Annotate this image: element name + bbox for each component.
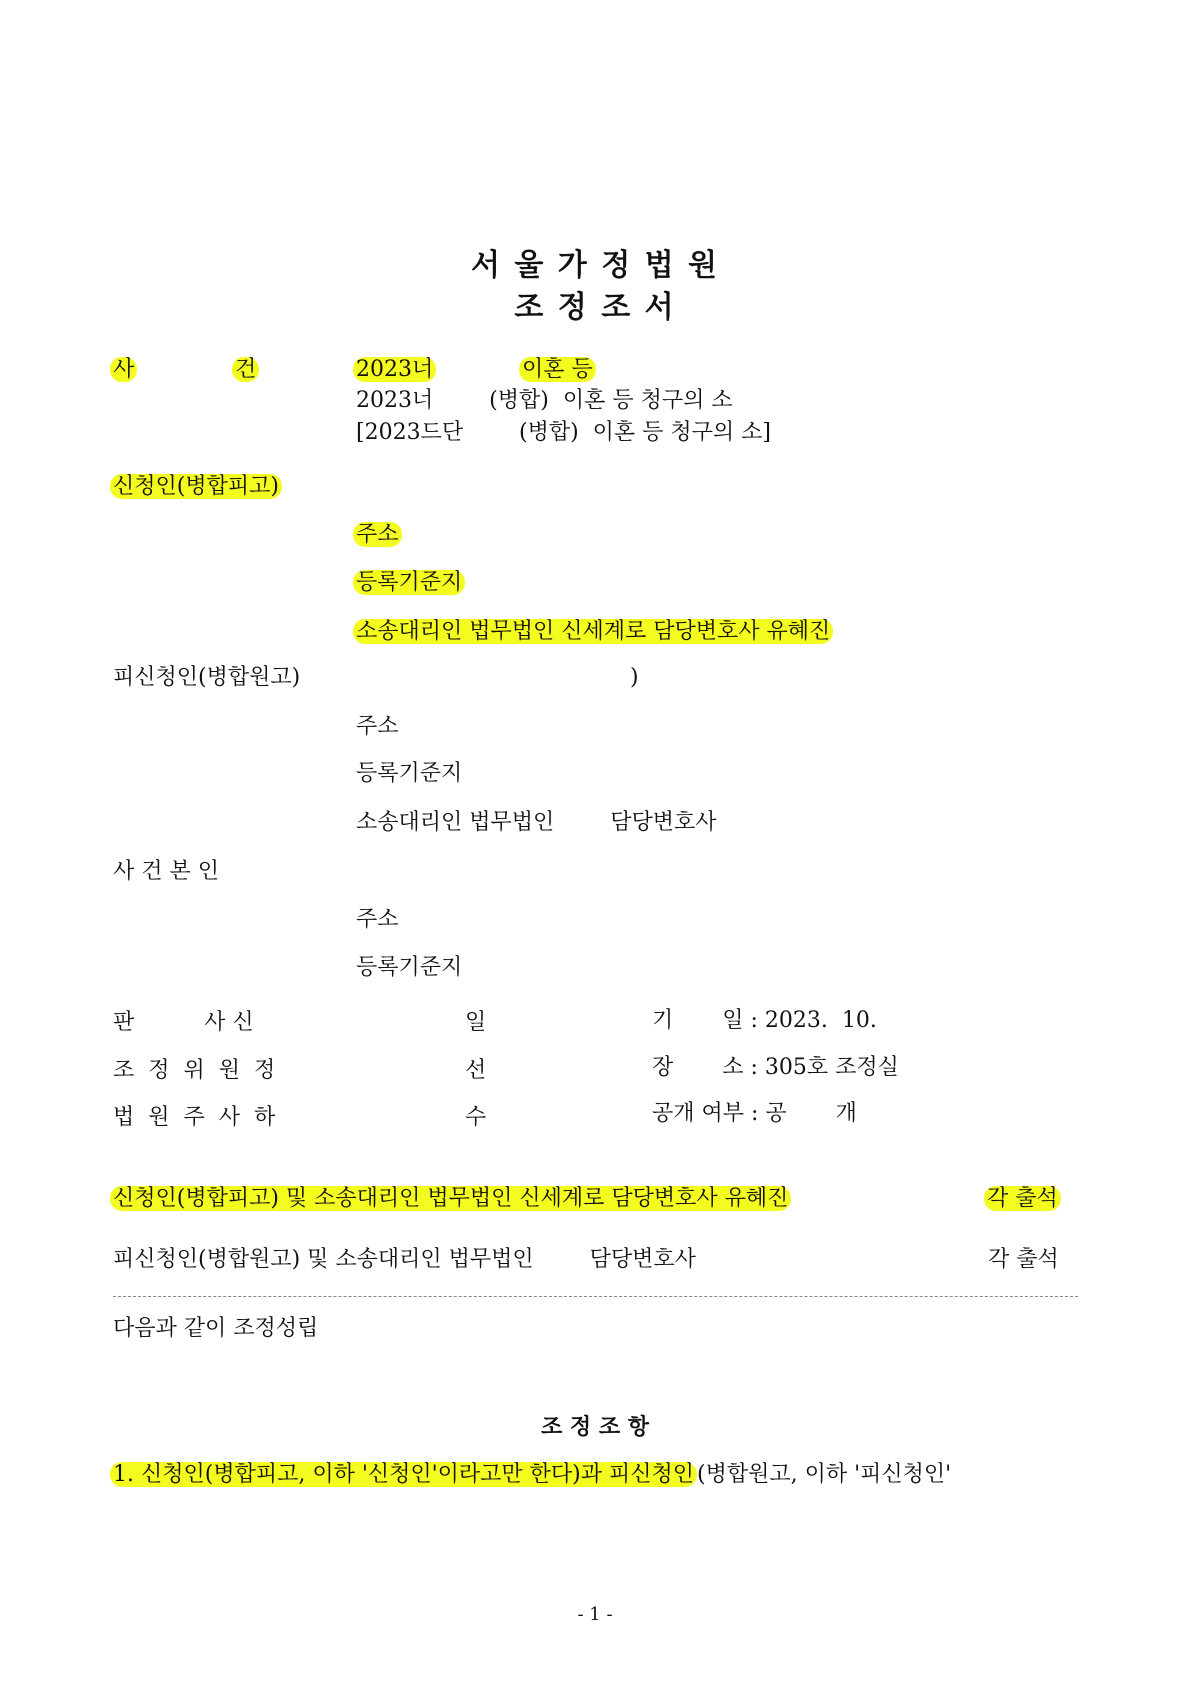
merged-case: [2023드단 (병합) 이혼 등 청구의 소] — [356, 420, 772, 445]
case-number: 2023너 — [353, 357, 436, 382]
applicant-label: 신청인(병합피고) — [110, 474, 282, 499]
page-number: - 1 - — [577, 1604, 613, 1625]
principal-address: 주소 — [356, 907, 399, 932]
respondent-paren: ) — [630, 665, 639, 690]
respondent-attendance-status: 각 출석 — [988, 1247, 1059, 1272]
respondent-attendance: 피신청인(병합원고) 및 소송대리인 법무법인 담당변호사 — [113, 1247, 696, 1272]
merged-case: 2023너 (병합) 이혼 등 청구의 소 — [356, 388, 733, 413]
clerk-name: 수 — [465, 1105, 487, 1130]
mediator-label: 조 정 위 원 정 — [113, 1058, 276, 1083]
clause-1-highlight: 1. 신청인(병합피고, 이하 '신청인'이라고만 한다)과 피신청인 — [110, 1462, 697, 1487]
document-title: 조 정 조 서 — [514, 290, 676, 325]
clause-1-rest: (병합원고, 이하 '피신청인' — [697, 1462, 952, 1487]
principal-label: 사 건 본 인 — [113, 859, 219, 884]
principal-registry: 등록기준지 — [356, 955, 463, 980]
applicant-attendance: 신청인(병합피고) 및 소송대리인 법무법인 신세계로 담당변호사 유혜진 — [110, 1186, 791, 1211]
applicant-registry: 등록기준지 — [353, 570, 465, 595]
section-title: 조 정 조 항 — [541, 1414, 649, 1440]
judge-name: 일 — [465, 1010, 487, 1035]
case-name: 이혼 등 — [519, 357, 596, 382]
clerk-label: 법 원 주 사 하 — [113, 1105, 276, 1130]
court-name: 서 울 가 정 법 원 — [470, 248, 720, 283]
applicant-attendance-status: 각 출석 — [984, 1186, 1061, 1211]
public-status: 공개 여부 : 공 개 — [652, 1101, 857, 1126]
hearing-date: 기 일 : 2023. 10. — [652, 1008, 877, 1033]
applicant-attorney: 소송대리인 법무법인 신세계로 담당변호사 유혜진 — [353, 619, 833, 644]
respondent-label: 피신청인(병합원고) — [113, 665, 301, 690]
divider — [113, 1296, 1078, 1297]
mediation-intro: 다음과 같이 조정성립 — [113, 1316, 319, 1341]
respondent-address: 주소 — [356, 714, 399, 739]
respondent-attorney: 소송대리인 법무법인 담당변호사 — [356, 810, 717, 835]
respondent-registry: 등록기준지 — [356, 761, 463, 786]
case-label: 사 — [110, 357, 137, 382]
case-label: 건 — [232, 357, 259, 382]
applicant-address: 주소 — [353, 522, 402, 547]
mediator-name: 선 — [465, 1058, 487, 1083]
hearing-place: 장 소 : 305호 조정실 — [652, 1055, 899, 1080]
judge-label: 판 사 신 — [113, 1010, 254, 1035]
